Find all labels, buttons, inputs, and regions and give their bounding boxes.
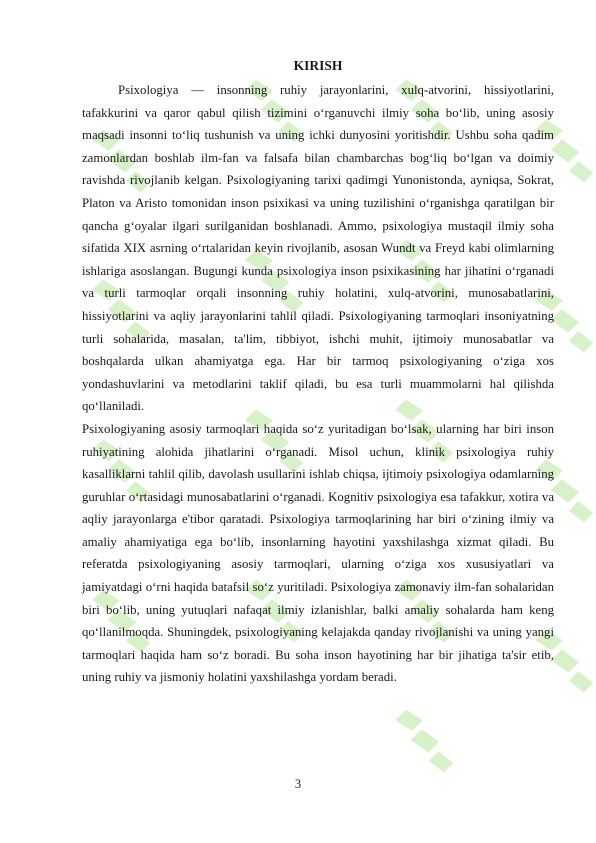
paragraph-branches: Psixologiyaning asosiy tarmoqlari haqida so‘z yuritadigan bo‘lsak, ularning har biri inson ruhiyatining alohida jihatlarini o‘rganadi. Misol uchun, klinik psixologiya ruhiy kasalliklarni tahlil qilib, davolash usullarini ishlab chiqsa, ijtimoiy psixologiya odamlarning guruhlar o‘rtasidagi munosabatlarini o‘rganadi. Kognitiv psixologiya esa tafakkur, xotira va aqliy jarayonlarga e'tibor qaratadi. Psixologiya tarmoqlarining har biri o‘zining ilmiy va amaliy ahamiyatiga ega bo‘lib, insonlarning hayotini yaxshilashga xizmat qiladi. Bu referatda psixologiyaning asosiy tarmoqlari, ularning o‘ziga xos xususiyatlari va jamiyatdagi o‘rni haqida batafsil so‘z yuritiladi. Psixologiya zamonaviy ilm-fan sohalaridan biri bo‘lib, uning yutuqlari nafaqat ilmiy izlanishlar, balki amaliy sohalarda ham keng qo‘llanilmoqda. Shuningdek, psixologiyaning kelajakda qanday rivojlanishi va uning yangi tarmoqlari haqida ham so‘z boradi. Bu soha inson hayotining har bir jihatiga ta'sir etib, uning ruhiy va jismoniy holatini yaxshilashga yordam beradi. (82, 421, 554, 685)
page-number: 3 (294, 777, 302, 791)
page-title: KIRISH (293, 58, 343, 73)
document-page (82, 55, 554, 689)
paragraph-intro: Psixologiya — insonning ruhiy jarayonlarini, xulq-atvorini, hissiyotlarini, tafakkurini va qaror qabul qilish tizimini o‘rganuvchi ilmiy soha bo‘lib, uning asosiy maqsadi insonni to‘liq tushunish va uning ichki dunyosini yoritishdir. Ushbu soha qadim zamonlardan boshlab ilm-fan va falsafa bilan chambarchas bog‘liq bo‘lgan va doimiy ravishda rivojlanib kelgan. Psixologiyaning tarixi qadimgi Yunonistonda, ayniqsa, Sokrat, Platon va Aristo tomonidan inson psixikasi va uning tuzilishini o‘rganishga qaratilgan bir qancha g‘oyalar ilgari surilganidan boshlanadi. Ammo, psixologiya mustaqil ilmiy soha sifatida XIX asrning o‘rtalaridan keyin rivojlanib, asosan Wundt va Freyd kabi olimlarning ishlariga asoslangan. Bugungi kunda psixologiya inson psixikasining har jihatini o‘rganadi va turli tarmoqlar orqali insonning ruhiy holatini, xulq-atvorini, munosabatlarini, hissiyotlarini va aqliy jarayonlarini tahlil qiladi. Psixologiyaning tarmoqlari insoniyatning turli sohalarida, masalan, ta'lim, tibbiyot, ishchi muhit, ijtimoiy munosabatlar va boshqalarda ulkan ahamiyatga ega. Har bir tarmoq psixologiyaning o‘ziga xos yondashuvlarini va metodlarini taklif qiladi, bu esa turli muammolarni hal qilishda qo‘llaniladi. (82, 83, 554, 414)
